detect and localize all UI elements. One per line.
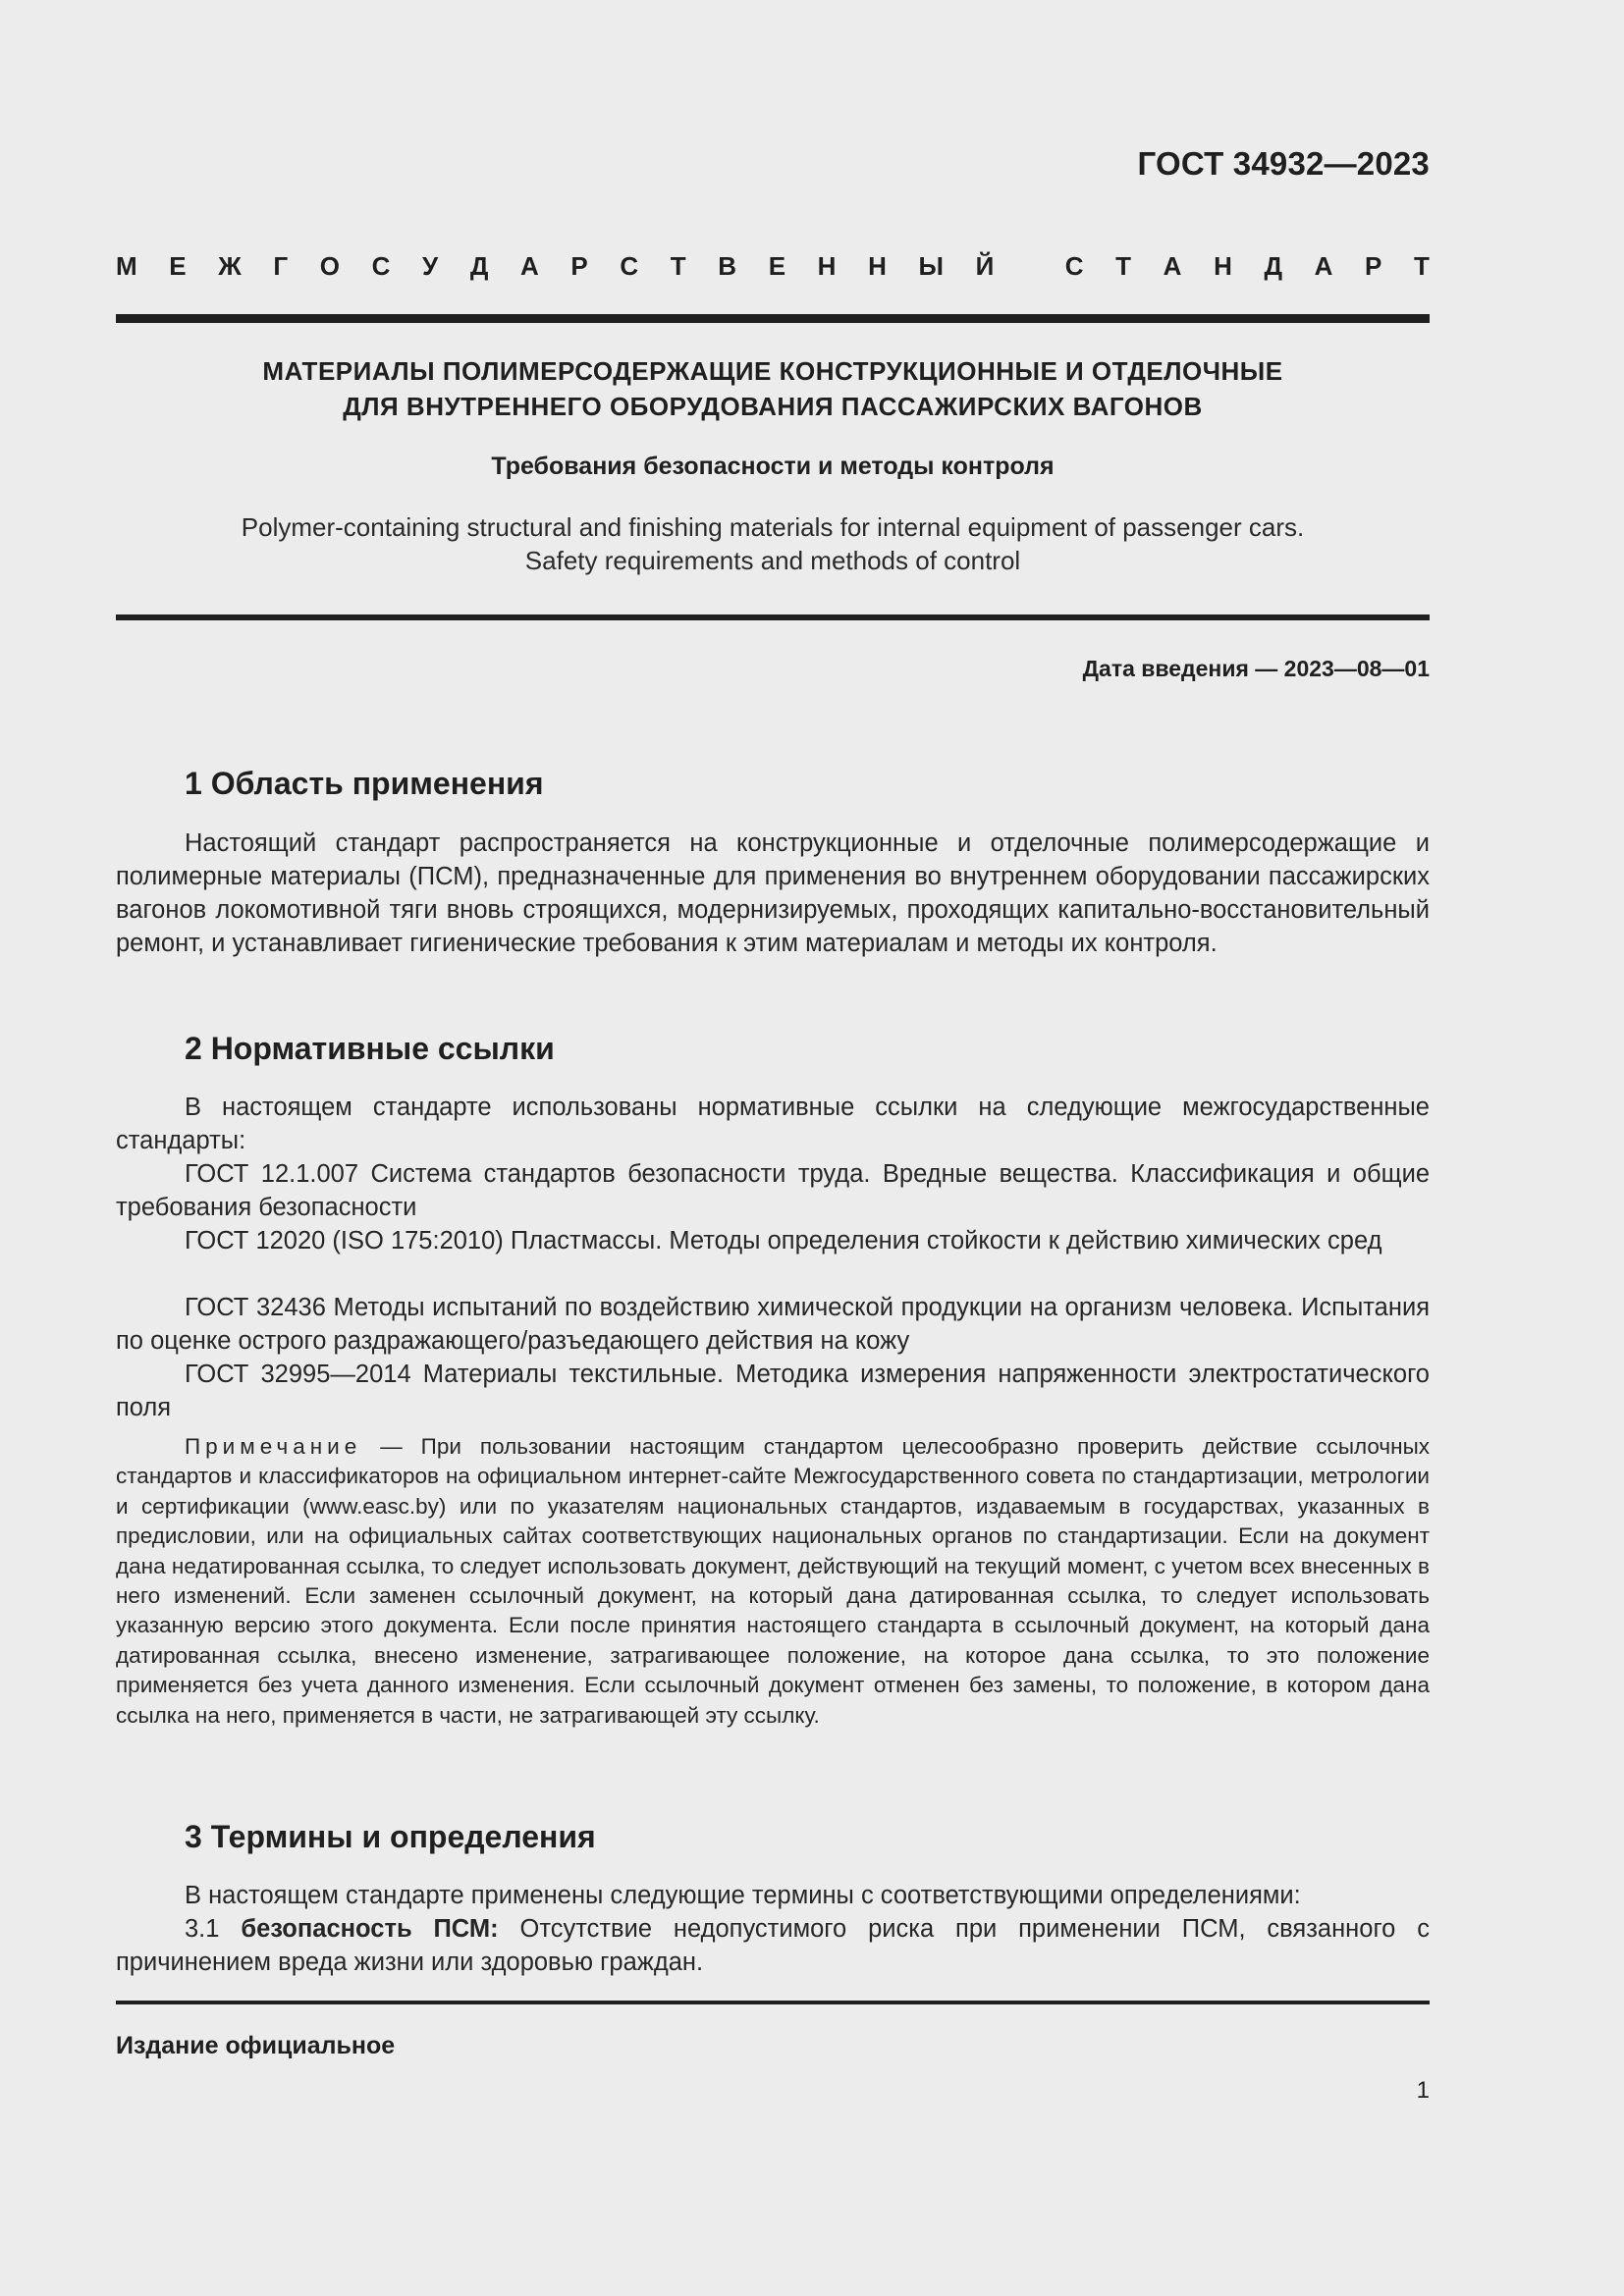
standard-kind-letter: С [1064,251,1084,281]
standard-kind-letter: Н [817,251,837,281]
section-1-text: Настоящий стандарт распространяется на конструкционные и отделочные полимерсодержащие и полимерные материалы (ПСМ), предназначенные для применения во внутреннем оборудовании пассажирских вагонов локомотивной тяги вновь строящихся, модернизируемых, проходящих капитально-восстановительный ремонт, и устанавливает гигиенические требования к этим материалам и методы их контроля. [116,829,1430,957]
reference-item [116,1157,1430,1224]
term-definition-text: Отсутствие недопустимого риска при применении ПСМ, связанного с причинением вреда жизни или здоровью граждан. [116,1915,1430,1976]
document-subtitle: Требования безопасности и методы контроля [491,453,1055,480]
section-3-heading: 3 Термины и определения [185,1819,596,1854]
footer-divider [116,2001,1430,2004]
introduction-date: Дата введения — 2023—08—01 [1082,656,1430,681]
standard-kind-letter: Т [670,251,686,281]
standard-kind-letter: А [520,251,539,281]
document-title [116,353,1430,424]
section-2-intro [116,1091,1430,1157]
title-line-2: ДЛЯ ВНУТРЕННЕГО ОБОРУДОВАНИЯ ПАССАЖИРСКИХ ВАГОНОВ [343,392,1203,421]
standard-kind-letter: Р [570,251,588,281]
english-title-line-2: Safety requirements and methods of control [524,546,1021,575]
standard-kind-letter: У [422,251,439,281]
standard-kind-letter: Й [975,251,995,281]
term-name: безопасность ПСМ: [241,1915,499,1943]
term-number: 3.1 [185,1915,242,1943]
title-divider [116,614,1430,620]
standard-kind-letter: А [1163,251,1182,281]
reference-text: ГОСТ 12.1.007 Система стандартов безопасности труда. Вредные вещества. Классификация и общие требования безопасности [116,1160,1430,1221]
standard-kind-letter: С [371,251,391,281]
standard-kind-letter: Г [273,251,289,281]
reference-item [116,1291,1430,1358]
standard-kind-letter [1026,251,1033,287]
reference-text: ГОСТ 12020 (ISO 175:2010) Пластмассы. Методы определения стойкости к действию химических сред [185,1227,1382,1255]
standard-kind-letter: О [319,251,340,281]
standard-kind-letter: Т [1115,251,1132,281]
standard-kind-letter: М [116,251,137,281]
section-2-intro-text: В настоящем стандарте использованы нормативные ссылки на следующие межгосударственные стандарты: [116,1094,1430,1154]
note-block [116,1432,1430,1731]
reference-text: ГОСТ 32436 Методы испытаний по воздействию химической продукции на организм человека. Испытания по оценке острого раздражающего/разъедающего действия на кожу [116,1294,1430,1355]
document-number: ГОСТ 34932—2023 [1137,145,1430,182]
standard-kind-letter: А [1314,251,1333,281]
top-divider [116,314,1430,323]
reference-item [116,1224,1430,1257]
standard-kind-letter: Е [768,251,786,281]
section-3-intro [116,1879,1430,1912]
edition-label: Издание официальное [116,2032,396,2059]
english-title-line-1: Polymer-containing structural and finishing materials for internal equipment of passenger cars. [241,512,1305,542]
note-text: — При пользовании настоящим стандартом целесообразно проверить действие ссылочных стандартов и классификаторов на официальном интернет-сайте Межгосударственного совета по стандартизации, метрологии и сертификации (www.easc.by) или по указателям национальных стандартов, издаваемым в государствах, указанных в предисловии, или на официальных сайтах соответствующих национальных органов по стандартизации. Если на документ дана недатированная ссылка, то следует использовать документ, действующий на текущий момент, с учетом всех внесенных в него изменений. Если заменен ссылочный документ, на который дана датированная ссылка, то следует использовать указанную версию этого документа. Если после принятия настоящего стандарта в ссылочный документ, на который дана датированная ссылка, внесено изменение, затрагивающее положение, на которое дана ссылка, то это положение применяется без учета данного изменения. Если ссылочный документ отменен без замены, то положение, в котором дана ссылка на него, применяется в части, не затрагивающей эту ссылку. [116,1434,1430,1728]
standard-kind-letter: В [718,251,737,281]
standard-kind-letter: Р [1365,251,1382,281]
title-line-1: МАТЕРИАЛЫ ПОЛИМЕРСОДЕРЖАЩИЕ КОНСТРУКЦИОННЫЕ И ОТДЕЛОЧНЫЕ [262,356,1283,386]
standard-kind-heading [116,251,1430,287]
note-lead: Примечание [185,1434,362,1459]
english-title [116,510,1430,577]
standard-kind-letter: Д [1264,251,1283,281]
section-3-intro-text: В настоящем стандарте применены следующие термины с соответствующими определениями: [185,1882,1301,1909]
reference-item [116,1358,1430,1424]
section-1-heading: 1 Область применения [185,766,544,801]
standard-kind-letter: Н [1214,251,1232,281]
reference-text: ГОСТ 32995—2014 Материалы текстильные. Методика измерения напряженности электростатического поля [116,1361,1430,1421]
standard-kind-letter: Н [868,251,887,281]
standard-kind-letter: Е [169,251,187,281]
standard-kind-letter: Ж [218,251,242,281]
section-2-heading: 2 Нормативные ссылки [185,1031,555,1066]
section-1-paragraph [116,827,1430,960]
standard-kind-letter: С [620,251,639,281]
page-number: 1 [1416,2077,1430,2104]
standard-kind-letter: Ы [918,251,944,281]
standard-kind-letter: Д [469,251,489,281]
term-definition [116,1912,1430,1979]
standard-kind-letter: Т [1414,251,1430,281]
